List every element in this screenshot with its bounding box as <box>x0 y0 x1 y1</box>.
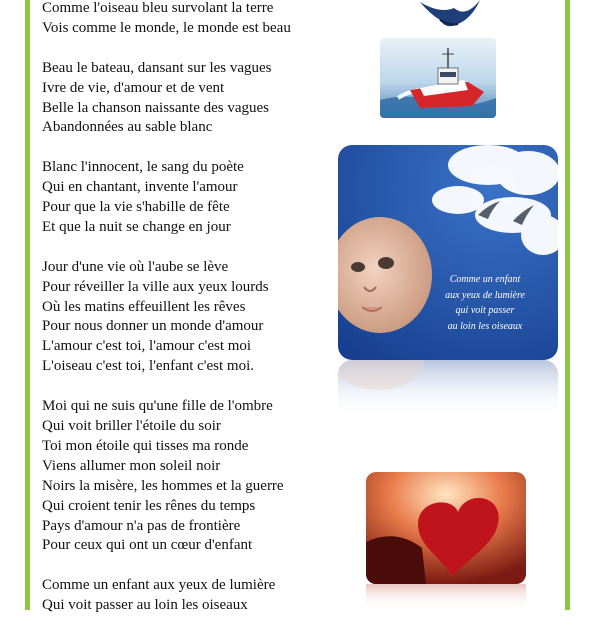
poem-line: Jour d'une vie où l'aube se lève <box>42 258 229 275</box>
poem-line: Viens allumer mon soleil noir <box>42 457 221 474</box>
poem-line: Belle la chanson naissante des vagues <box>42 99 270 116</box>
poem-line: Noirs la misère, les hommes et la guerre <box>42 477 284 494</box>
stanza <box>42 576 342 616</box>
poem-line: Comme un enfant aux yeux de lumière <box>42 577 276 594</box>
stanza <box>42 158 342 238</box>
poem-line: Pour réveiller la ville aux yeux lourds <box>42 278 269 295</box>
poem-line: Toi mon étoile qui tisses ma ronde <box>42 437 249 454</box>
poem-line: Et que la nuit se change en jour <box>42 218 231 235</box>
poem-line: Blanc l'innocent, le sang du poète <box>42 159 244 176</box>
poem <box>42 0 342 636</box>
poem-line: Où les matins effeuillent les rêves <box>42 298 246 315</box>
poem-line: Qui voit passer au loin les oiseaux <box>42 597 248 614</box>
stanza <box>42 258 342 377</box>
poem-line: Comme l'oiseau bleu survolant la terre <box>42 0 274 16</box>
poem-line: Pour ceux qui ont un cœur d'enfant <box>42 537 253 554</box>
baby-caption <box>430 272 540 334</box>
poem-line: Moi qui ne suis qu'une fille de l'ombre <box>42 398 273 415</box>
boat-icon <box>380 38 496 118</box>
bird-icon <box>410 0 490 30</box>
baby-picture-reflection <box>338 360 558 418</box>
poem-line: Qui croient tenir les rênes du temps <box>42 497 256 514</box>
poem-line: Pays d'amour n'a pas de frontière <box>42 517 241 534</box>
caption-line: au loin les oiseaux <box>447 320 523 332</box>
caption-line: aux yeux de lumière <box>445 289 525 301</box>
caption-line: qui voit passer <box>455 305 515 316</box>
poem-line: Pour que la vie s'habille de fête <box>42 199 230 216</box>
poem-line: L'oiseau c'est toi, l'enfant c'est moi. <box>42 358 254 375</box>
poem-line: Qui en chantant, invente l'amour <box>42 179 238 196</box>
poem-line: Pour nous donner un monde d'amour <box>42 318 264 335</box>
poem-line: Qui voit briller l'étoile du soir <box>42 417 221 434</box>
poem-line: Ivre de vie, d'amour et de vent <box>42 79 225 96</box>
heart-picture-reflection <box>366 584 526 610</box>
stanza <box>42 397 342 556</box>
stanza <box>42 59 342 139</box>
heart-icon <box>366 472 526 584</box>
stanza <box>42 0 342 39</box>
right-border <box>565 0 570 610</box>
poem-line: L'amour c'est toi, l'amour c'est moi <box>42 338 252 355</box>
caption-line: Comme un enfant <box>449 274 521 285</box>
poem-line: Beau le bateau, dansant sur les vagues <box>42 59 272 76</box>
poem-line: Vois comme le monde, le monde est beau <box>42 19 291 36</box>
left-border <box>25 0 30 610</box>
poem-line: Abandonnées au sable blanc <box>42 119 213 136</box>
baby-picture <box>338 145 558 360</box>
